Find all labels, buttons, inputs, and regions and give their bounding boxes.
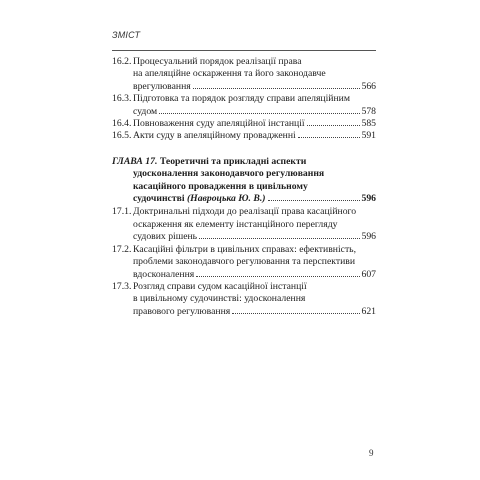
entry-title-line: в цивільному судочинстві: удосконалення: [133, 293, 306, 305]
table-of-contents: [112, 56, 376, 318]
toc-entry: [112, 130, 376, 142]
entry-title-line: Повноваження суду апеляційної інстанції: [133, 118, 305, 130]
entry-page-number: 566: [361, 80, 376, 92]
entry-last-line: [133, 269, 376, 281]
page-number: 9: [369, 448, 374, 458]
entry-title-line: Процесуальний порядок реалізації права: [133, 56, 302, 67]
entry-number: 16.4.: [112, 118, 132, 130]
entry-title-line: Розгляд справи судом касаційної інстанції: [133, 280, 307, 292]
entry-number: 16.3.: [112, 93, 132, 105]
dot-leader: [193, 88, 361, 89]
running-head: ЗМІСТ: [112, 30, 141, 40]
toc-entry: [112, 244, 376, 281]
entry-title-line: врегулювання: [133, 80, 191, 92]
entry-title-line: проблеми законодавчого регулювання та перспективи: [133, 256, 356, 268]
entry-page-number: 578: [361, 105, 376, 117]
dot-leader: [268, 200, 361, 201]
entry-page-number: 585: [361, 118, 376, 130]
entry-last-line: [133, 130, 376, 142]
chapter-author: (Навроцька Ю. В.): [186, 193, 266, 205]
toc-entry: [112, 56, 376, 93]
entry-last-line: [133, 306, 376, 318]
entry-page-number: 621: [361, 305, 376, 317]
entry-page-number: 591: [361, 130, 376, 142]
dot-leader: [196, 276, 360, 277]
entry-title-line: судових рішень: [133, 231, 198, 243]
entry-title-line: Касаційні фільтри в цивільних справах: ефективність,: [133, 243, 357, 255]
toc-entry: [112, 206, 376, 243]
toc-entry: [112, 281, 376, 318]
entry-title-line: правового регулювання: [133, 305, 231, 317]
entry-number: 17.2.: [112, 243, 132, 255]
toc-entry: [112, 118, 376, 130]
entry-number: 17.1.: [112, 206, 132, 218]
entry-number: 16.2.: [112, 56, 132, 67]
dot-leader: [307, 125, 361, 126]
entry-page-number: 596: [361, 231, 376, 243]
chapter-heading: [112, 156, 376, 206]
dot-leader: [159, 113, 360, 114]
dot-leader: [298, 137, 361, 138]
entry-last-line: [133, 81, 376, 93]
dot-leader: [199, 238, 360, 239]
toc-section-16: [112, 56, 376, 143]
entry-last-line: [133, 118, 376, 130]
chapter-title-line: Теоретичні та прикладні аспекти: [159, 155, 307, 167]
entry-title-line: судом: [133, 105, 158, 117]
toc-entry: [112, 93, 376, 118]
toc-section-17: [112, 206, 376, 318]
chapter-page-number: 596: [361, 193, 376, 205]
chapter-title-line: судочинстві: [133, 193, 185, 205]
entry-number: 16.5.: [112, 130, 132, 142]
entry-last-line: [133, 231, 376, 243]
entry-title-line: Доктринальні підходи до реалізації права касаційного: [133, 206, 357, 218]
entry-number: 17.3.: [112, 280, 132, 292]
chapter-title-line: удосконалення законодавчого регулювання: [133, 168, 325, 180]
entry-title-line: Акти суду в апеляційному провадженні: [133, 130, 296, 142]
entry-last-line: [133, 106, 376, 118]
entry-title-line: на апеляційне оскарження та його законодавче: [133, 68, 326, 80]
dot-leader: [232, 313, 360, 314]
header-rule: [112, 50, 376, 51]
chapter-title-line: касаційного провадження в цивільному: [133, 180, 308, 192]
entry-title-line: вдосконалення: [133, 268, 195, 280]
chapter-label: ГЛАВА 17.: [112, 155, 158, 167]
entry-title-line: Підготовка та порядок розгляду справи апеляційним: [133, 93, 350, 105]
entry-page-number: 607: [361, 268, 376, 280]
entry-title-line: оскарження як елементу інстанційного перегляду: [133, 218, 338, 230]
